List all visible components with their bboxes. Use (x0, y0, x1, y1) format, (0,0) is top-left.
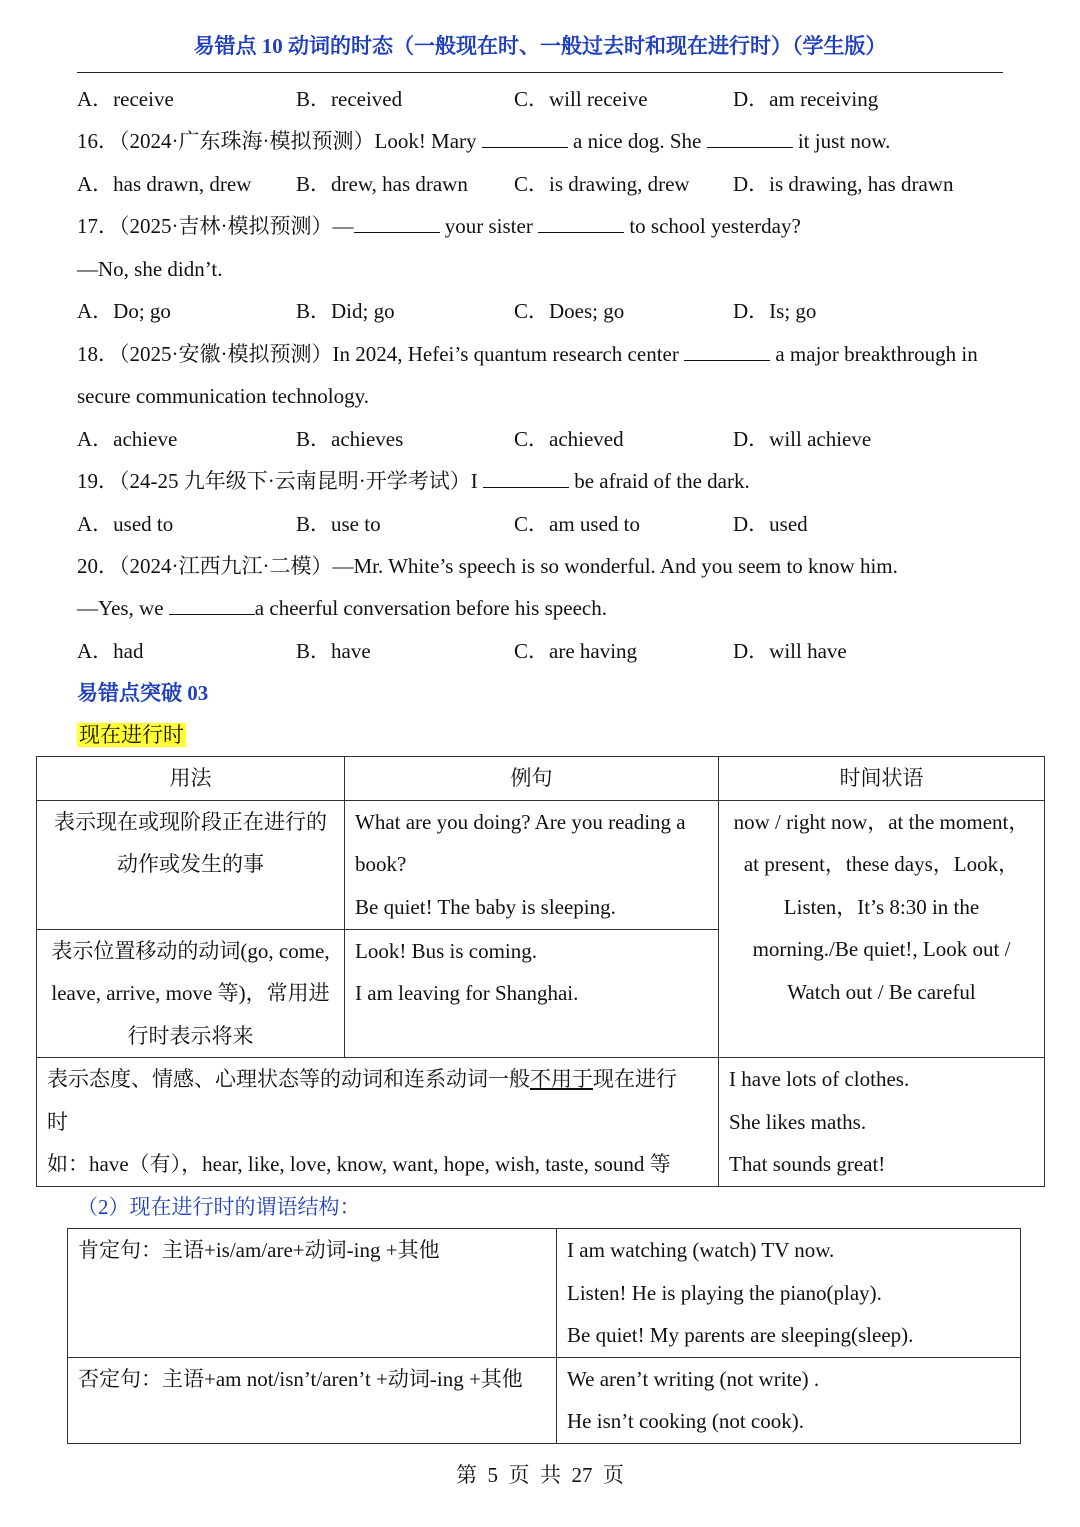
question-17-reply: —No, she didn’t. (77, 257, 223, 281)
option-b[interactable]: B．use to (296, 512, 381, 536)
option-a[interactable]: A．has drawn, drew (77, 172, 252, 196)
option-c[interactable]: C．will receive (514, 87, 648, 111)
option-b[interactable]: B．received (296, 87, 403, 111)
pattern-cell: 否定句：主语+am not/isn’t/aren’t +动词-ing +其他 (68, 1357, 557, 1443)
option-b[interactable]: B．achieves (296, 427, 404, 451)
option-b[interactable]: B．drew, has drawn (296, 172, 468, 196)
section-topic (77, 721, 186, 749)
structure-title: （2）现在进行时的谓语结构： (77, 1195, 361, 1219)
answer-blank[interactable] (707, 127, 793, 148)
adverbial-cell: now / right now，at the moment， at present，these days，Look， Listen，It’s 8:30 in the morning./Be quiet!, Look out / Watch out / Be careful (719, 800, 1045, 1058)
usage-cell-wide: 表示态度、情感、心理状态等的动词和连系动词一般不用于现在进行 时 如：have（有），hear, like, love, know, want, hope, wish, taste, sound 等 (37, 1058, 719, 1187)
example-cell: We aren’t writing (not write) . He isn’t cooking (not cook). (557, 1357, 1021, 1443)
option-a[interactable]: A．achieve (77, 427, 178, 451)
answer-blank[interactable] (684, 340, 770, 361)
pattern-cell: 肯定句：主语+is/am/are+动词-ing +其他 (68, 1229, 557, 1358)
question-18-stem-continued: secure communication technology. (77, 384, 369, 408)
table-header-usage: 用法 (37, 757, 345, 801)
question-17-stem: 17．（2025·吉林·模拟预测）— your sister to school yesterday? (77, 214, 801, 238)
question-16-stem: 16．（2024·广东珠海·模拟预测）Look! Mary a nice dog. She it just now. (77, 129, 891, 153)
section-title: 易错点突破 03 (77, 681, 209, 705)
option-d[interactable]: D．will achieve (733, 427, 872, 451)
page-number: 第 5 页 共 27 页 (456, 1463, 624, 1487)
answer-blank[interactable] (538, 212, 624, 233)
structure-table (67, 1228, 1021, 1444)
table-header-adverbial: 时间状语 (719, 757, 1045, 801)
example-cell: I am watching (watch) TV now. Listen! He is playing the piano(play). Be quiet! My parents are sleeping(sleep). (557, 1229, 1021, 1358)
option-c[interactable]: C．is drawing, drew (514, 172, 690, 196)
option-a[interactable]: A．Do; go (77, 299, 171, 323)
answer-blank[interactable] (482, 127, 568, 148)
question-19-stem: 19．（24-25 九年级下·云南昆明·开学考试）I be afraid of the dark. (77, 469, 750, 493)
example-cell: I have lots of clothes. She likes maths. That sounds great! (719, 1058, 1045, 1187)
table-header-example: 例句 (345, 757, 719, 801)
topic-highlight: 现在进行时 (79, 723, 184, 747)
page-header-title: 易错点 10 动词的时态（一般现在时、一般过去时和现在进行时）（学生版） (193, 34, 887, 58)
emphasis-not-used: 不用于 (530, 1067, 593, 1091)
option-d[interactable]: D．used (733, 512, 808, 536)
option-a[interactable]: A．used to (77, 512, 174, 536)
option-d[interactable]: D．will have (733, 639, 847, 663)
option-d[interactable]: D．is drawing, has drawn (733, 172, 954, 196)
answer-blank[interactable] (169, 594, 255, 615)
option-a[interactable]: A．receive (77, 87, 174, 111)
answer-blank[interactable] (354, 212, 440, 233)
answer-blank[interactable] (483, 467, 569, 488)
question-20-stem: 20．（2024·江西九江·二模）—Mr. White’s speech is so wonderful. And you seem to know him. (77, 554, 898, 578)
question-20-reply: —Yes, we a cheerful conversation before his speech. (77, 596, 607, 620)
usage-cell: 表示现在或现阶段正在进行的 动作或发生的事 (37, 800, 345, 929)
usage-cell: 表示位置移动的动词(go, come, leave, arrive, move 等)，常用进 行时表示将来 (37, 929, 345, 1058)
option-d[interactable]: D．Is; go (733, 299, 817, 323)
example-cell: Look! Bus is coming. I am leaving for Shanghai. (345, 929, 719, 1058)
option-d[interactable]: D．am receiving (733, 87, 879, 111)
option-b[interactable]: B．have (296, 639, 371, 663)
option-c[interactable]: C．are having (514, 639, 638, 663)
example-cell: What are you doing? Are you reading a book? Be quiet! The baby is sleeping. (345, 800, 719, 929)
usage-table (36, 756, 1045, 1187)
option-a[interactable]: A．had (77, 639, 144, 663)
header-divider (77, 72, 1003, 73)
option-c[interactable]: C．achieved (514, 427, 624, 451)
option-b[interactable]: B．Did; go (296, 299, 395, 323)
option-c[interactable]: C．am used to (514, 512, 640, 536)
question-18-stem: 18．（2025·安徽·模拟预测）In 2024, Hefei’s quantum research center a major breakthrough in (77, 342, 978, 366)
option-c[interactable]: C．Does; go (514, 299, 625, 323)
